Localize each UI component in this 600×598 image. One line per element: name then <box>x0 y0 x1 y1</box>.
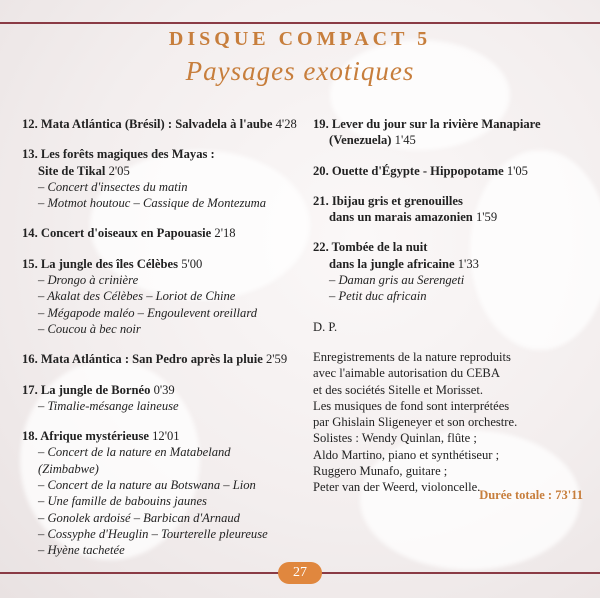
track-subtitle: – Cossyphe d'Heuglin – Tourterelle pleureuse <box>38 526 268 541</box>
track-title-continued: dans un marais amazonien <box>329 210 473 225</box>
track-item <box>22 256 302 337</box>
track-subtitle: – Gonolek ardoisé – Barbican d'Arnaud <box>38 510 240 525</box>
track-title: 15. La jungle des îles Célèbes <box>22 256 179 271</box>
track-subtitle: (Zimbabwe) <box>38 461 99 476</box>
track-item <box>22 382 302 415</box>
track-duration: 4'28 <box>275 117 297 131</box>
track-subtitle: – Akalat des Célèbes – Loriot de Chine <box>38 289 236 304</box>
track-subtitle: – Concert d'insectes du matin <box>38 179 188 194</box>
track-subtitle: – Concert de la nature en Matabeland <box>38 445 231 460</box>
credit-line: Solistes : Wendy Quinlan, flûte ; <box>313 431 477 446</box>
track-title-line <box>313 132 583 148</box>
credit-line: Aldo Martino, piano et synthétiseur ; <box>313 447 500 462</box>
credits <box>313 349 583 496</box>
track-title: 18. Afrique mystérieuse <box>22 429 149 444</box>
track-item <box>22 428 302 558</box>
track-item <box>313 239 583 304</box>
track-title: 12. Mata Atlántica (Brésil) : Salvadela à l'aube <box>22 117 273 131</box>
track-duration: 1'05 <box>506 163 528 178</box>
track-subtitle: – Mégapode maléo – Engoulevent oreillard <box>38 305 258 320</box>
left-track-list <box>22 116 302 573</box>
track-item <box>22 146 302 211</box>
track-item <box>313 193 583 226</box>
track-duration: 1'33 <box>457 256 479 271</box>
track-title: 17. La jungle de Bornéo <box>22 382 151 397</box>
track-title-continued: dans la jungle africaine <box>329 256 455 271</box>
track-subtitle: – Petit duc africain <box>329 289 427 304</box>
track-duration: 2'59 <box>265 352 288 367</box>
page-number: 27 <box>278 562 322 584</box>
track-title: 14. Concert d'oiseaux en Papouasie <box>22 226 212 241</box>
track-title-line <box>22 428 302 444</box>
top-rule <box>0 22 600 24</box>
track-item <box>22 116 302 132</box>
disc-heading: DISQUE COMPACT 5 <box>168 28 432 50</box>
track-subtitle: – Une famille de babouins jaunes <box>38 494 207 509</box>
credit-line: avec l'aimable autorisation du CEBA <box>313 366 500 381</box>
track-title-line <box>22 116 302 132</box>
track-subtitle: – Concert de la nature au Botswana – Lion <box>38 478 256 493</box>
initials: D. P. <box>313 319 338 334</box>
track-title-line <box>313 239 583 255</box>
track-subtitle: – Motmot houtouc – Cassique de Montezuma <box>38 196 267 211</box>
credit-line: par Ghislain Sligeneyer et son orchestre. <box>313 415 518 430</box>
track-subtitle: – Daman gris au Serengeti <box>329 273 465 288</box>
track-duration: 2'18 <box>214 226 236 241</box>
track-duration: 0'39 <box>153 382 175 397</box>
track-title: 13. Les forêts magiques des Mayas : <box>22 147 215 162</box>
track-duration: 5'00 <box>181 256 203 271</box>
right-track-list <box>313 116 583 305</box>
track-duration: 2'05 <box>108 163 130 178</box>
track-title-line <box>313 163 583 179</box>
credit-line: Peter van der Weerd, violoncelle. <box>313 480 481 495</box>
track-title-line <box>22 163 302 179</box>
track-item <box>313 163 583 179</box>
track-title-line <box>22 225 302 241</box>
track-duration: 1'59 <box>475 210 498 225</box>
track-title-line <box>313 256 583 272</box>
track-item <box>22 225 302 241</box>
track-title-line <box>22 256 302 272</box>
track-subtitle: – Hyène tachetée <box>38 543 125 558</box>
track-title-line <box>22 351 302 367</box>
track-title: 21. Ibijau gris et grenouilles <box>313 193 463 208</box>
track-title-line <box>313 193 583 209</box>
track-title-line <box>22 382 302 398</box>
track-title: 20. Ouette d'Égypte - Hippopotame <box>313 163 504 178</box>
track-title-line <box>313 116 583 132</box>
credit-line: Ruggero Munafo, guitare ; <box>313 464 448 479</box>
track-title: 22. Tombée de la nuit <box>313 240 428 255</box>
track-title-line <box>313 209 583 225</box>
track-title: 19. Lever du jour sur la rivière Manapiare <box>313 117 541 131</box>
disc-subtitle: Paysages exotiques <box>185 56 415 86</box>
track-title-continued: (Venezuela) <box>329 133 392 148</box>
total-duration: Durée totale : 73'11 <box>479 488 583 502</box>
credit-line: Les musiques de fond sont interprétées <box>313 398 510 413</box>
right-column <box>313 116 583 496</box>
track-duration: 1'45 <box>394 133 416 148</box>
track-subtitle: – Coucou à bec noir <box>38 321 141 336</box>
credit-line: Enregistrements de la nature reproduits <box>313 349 511 364</box>
credit-line: et des sociétés Sitelle et Morisset. <box>313 382 483 397</box>
track-subtitle: – Timalie-mésange laineuse <box>38 398 179 413</box>
track-title-continued: Site de Tikal <box>38 163 106 178</box>
track-title-line <box>22 146 302 162</box>
track-item <box>313 116 583 149</box>
track-duration: 12'01 <box>152 429 180 444</box>
track-item <box>22 351 302 367</box>
track-title: 16. Mata Atlántica : San Pedro après la pluie <box>22 352 263 367</box>
track-subtitle: – Drongo à crinière <box>38 273 139 288</box>
